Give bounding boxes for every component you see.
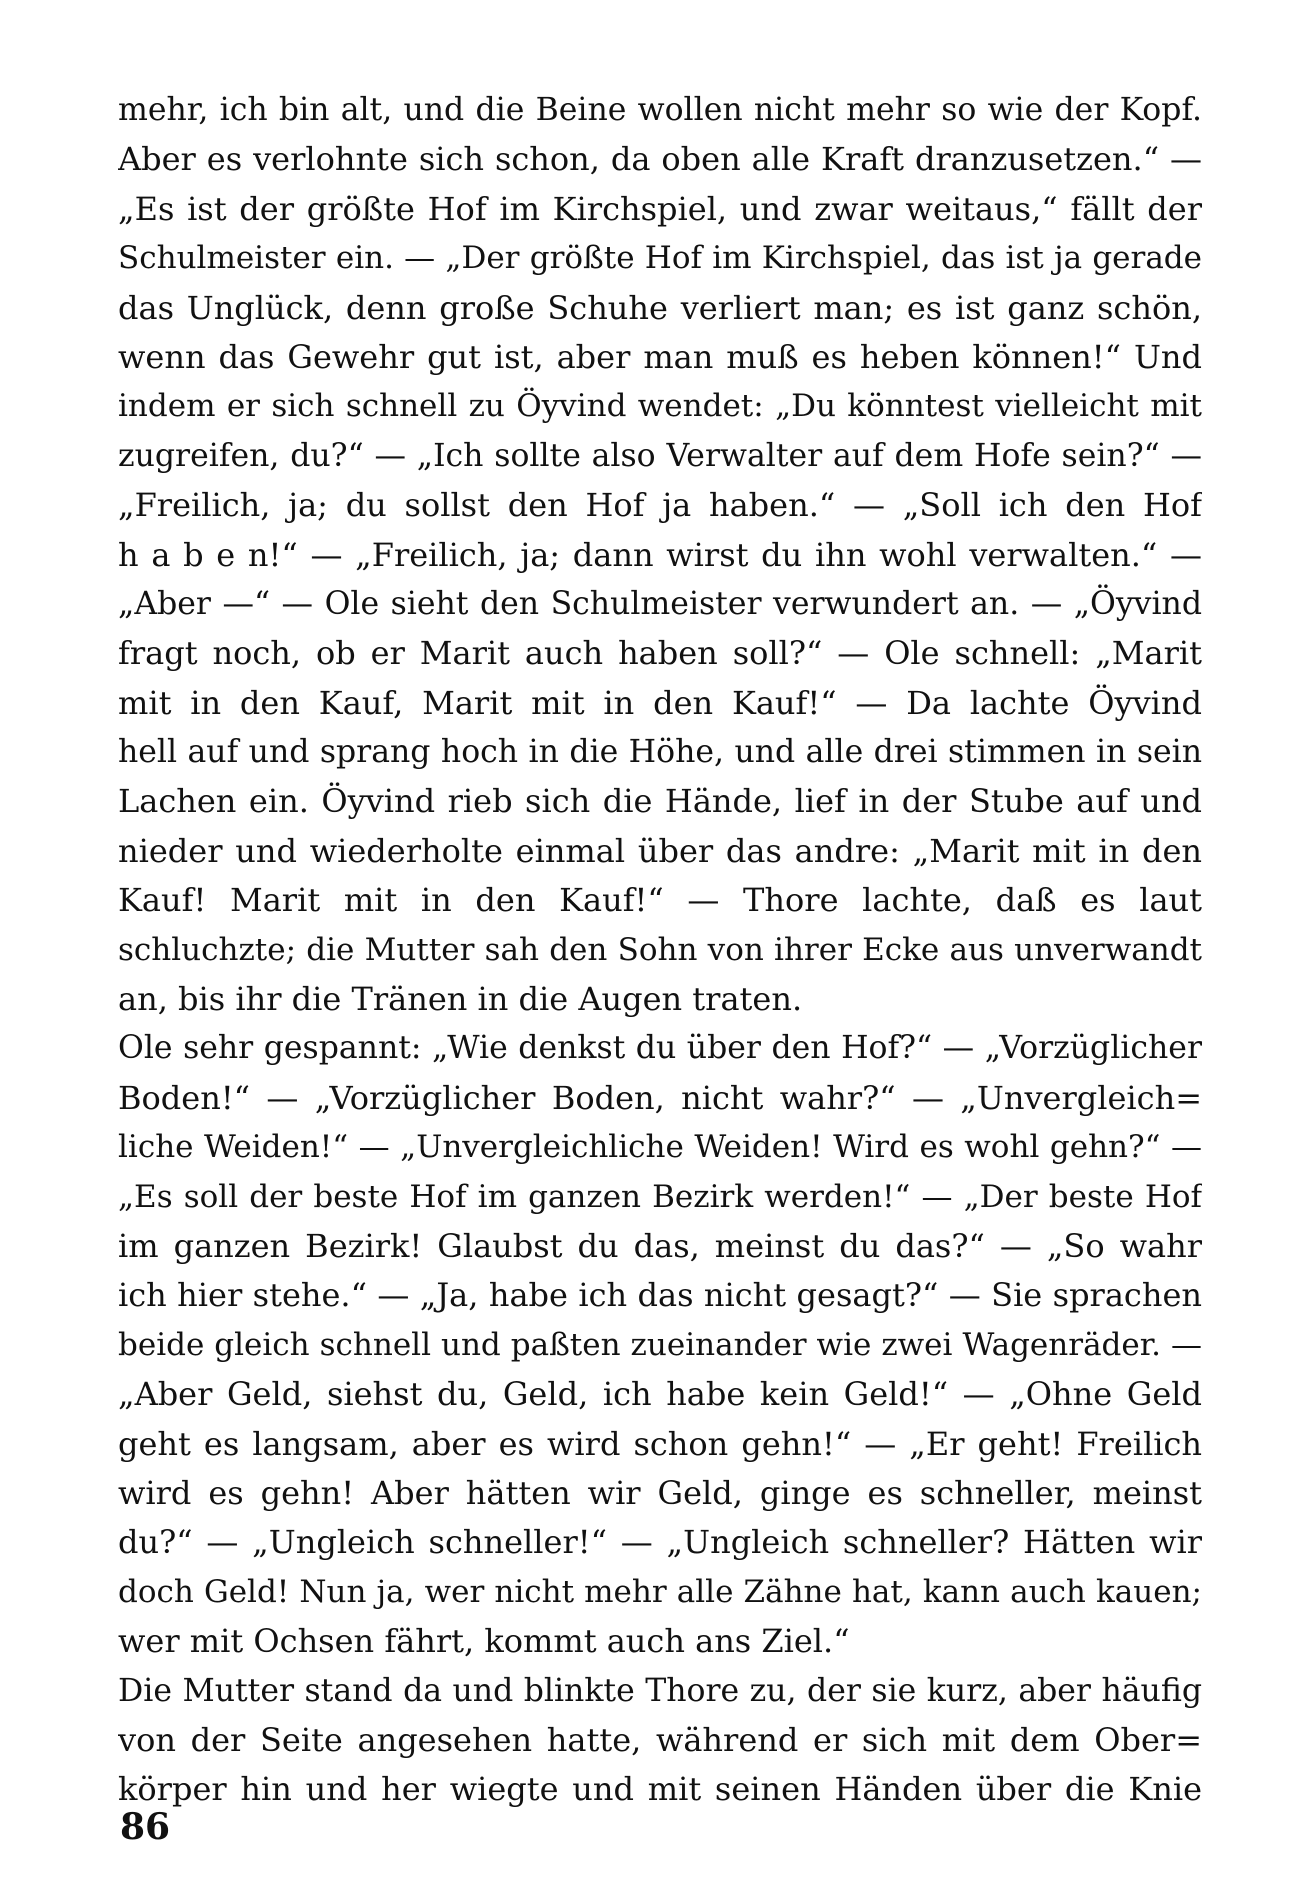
text-line: „Aber —“ — Ole sieht den Schulmeister verwundert an. — „Öyvind	[118, 585, 1202, 622]
text-line: im ganzen Bezirk! Glaubst du das, meinst du das?“ — „So wahr	[118, 1226, 1202, 1265]
text-line: doch Geld! Nun ja, wer nicht mehr alle Zähne hat, kann auch kauen;	[118, 1573, 1202, 1610]
text-line: „Es soll der beste Hof im ganzen Bezirk werden!“ — „Der beste Hof	[118, 1178, 1202, 1215]
text-line: liche Weiden!“ — „Unvergleichliche Weiden! Wird es wohl gehn?“ —	[118, 1129, 1202, 1166]
text-line: Aber es verlohnte sich schon, da oben alle Kraft dranzusetzen.“ —	[118, 140, 1202, 179]
text-line: Boden!“ — „Vorzüglicher Boden, nicht wahr?“ — „Unvergleich=	[118, 1078, 1202, 1117]
text-line: Lachen ein. Öyvind rieb sich die Hände, lief in der Stube auf und	[118, 782, 1202, 821]
text-line: „Es ist der größte Hof im Kirchspiel, und zwar weitaus,“ fällt der	[118, 189, 1202, 228]
text-line: das Unglück, denn große Schuhe verliert man; es ist ganz schön,	[118, 288, 1202, 327]
body-text	[118, 86, 1202, 1815]
text-line: Ole sehr gespannt: „Wie denkst du über den Hof?“ — „Vorzüglicher	[118, 1030, 1202, 1067]
text-line: Die Mutter stand da und blinkte Thore zu, der sie kurz, aber häufig	[118, 1672, 1202, 1709]
text-line: an, bis ihr die Tränen in die Augen traten.	[118, 980, 803, 1019]
text-line: geht es langsam, aber es wird schon gehn!“ — „Er geht! Freilich	[118, 1424, 1202, 1463]
text-line: wenn das Gewehr gut ist, aber man muß es heben können!“ Und	[118, 337, 1202, 376]
text-line: „Aber Geld, siehst du, Geld, ich habe kein Geld!“ — „Ohne Geld	[118, 1375, 1202, 1414]
text-line: mehr, ich bin alt, und die Beine wollen nicht mehr so wie der Kopf.	[118, 92, 1202, 128]
text-line: h a b e n!“ — „Freilich, ja; dann wirst du ihn wohl verwalten.“ —	[118, 535, 1202, 574]
text-line: fragt noch, ob er Marit auch haben soll?“ — Ole schnell: „Marit	[118, 634, 1202, 673]
text-line: mit in den Kauf, Marit mit in den Kauf!“ — Da lachte Öyvind	[118, 683, 1202, 722]
text-line: nieder und wiederholte einmal über das andre: „Marit mit in den	[118, 831, 1202, 870]
text-line: zugreifen, du?“ — „Ich sollte also Verwalter auf dem Hofe sein?“ —	[118, 437, 1202, 474]
text-line: „Freilich, ja; du sollst den Hof ja haben.“ — „Soll ich den Hof	[118, 486, 1202, 525]
page-number: 86	[120, 1806, 171, 1848]
text-line: du?“ — „Ungleich schneller!“ — „Ungleich schneller? Hätten wir	[118, 1523, 1202, 1562]
text-line: beide gleich schnell und paßten zueinander wie zwei Wagenräder. —	[118, 1326, 1202, 1363]
text-line: schluchzte; die Mutter sah den Sohn von ihrer Ecke aus unverwandt	[118, 931, 1202, 968]
text-line: Kauf! Marit mit in den Kauf!“ — Thore lachte, daß es laut	[118, 881, 1202, 920]
text-line: indem er sich schnell zu Öyvind wendet: „Du könntest vielleicht mit	[118, 388, 1202, 425]
text-line: ich hier stehe.“ — „Ja, habe ich das nicht gesagt?“ — Sie sprachen	[118, 1276, 1202, 1315]
text-line: wird es gehn! Aber hätten wir Geld, ginge es schneller, meinst	[118, 1473, 1202, 1512]
text-line: Schulmeister ein. — „Der größte Hof im Kirchspiel, das ist ja gerade	[118, 240, 1202, 277]
text-line: hell auf und sprang hoch in die Höhe, und alle drei stimmen in sein	[118, 734, 1202, 771]
text-line: körper hin und her wiegte und mit seinen Händen über die Knie	[118, 1770, 1202, 1809]
text-line: wer mit Ochsen fährt, kommt auch ans Ziel.“	[118, 1622, 850, 1661]
text-line: von der Seite angesehen hatte, während er sich mit dem Ober=	[118, 1720, 1202, 1759]
